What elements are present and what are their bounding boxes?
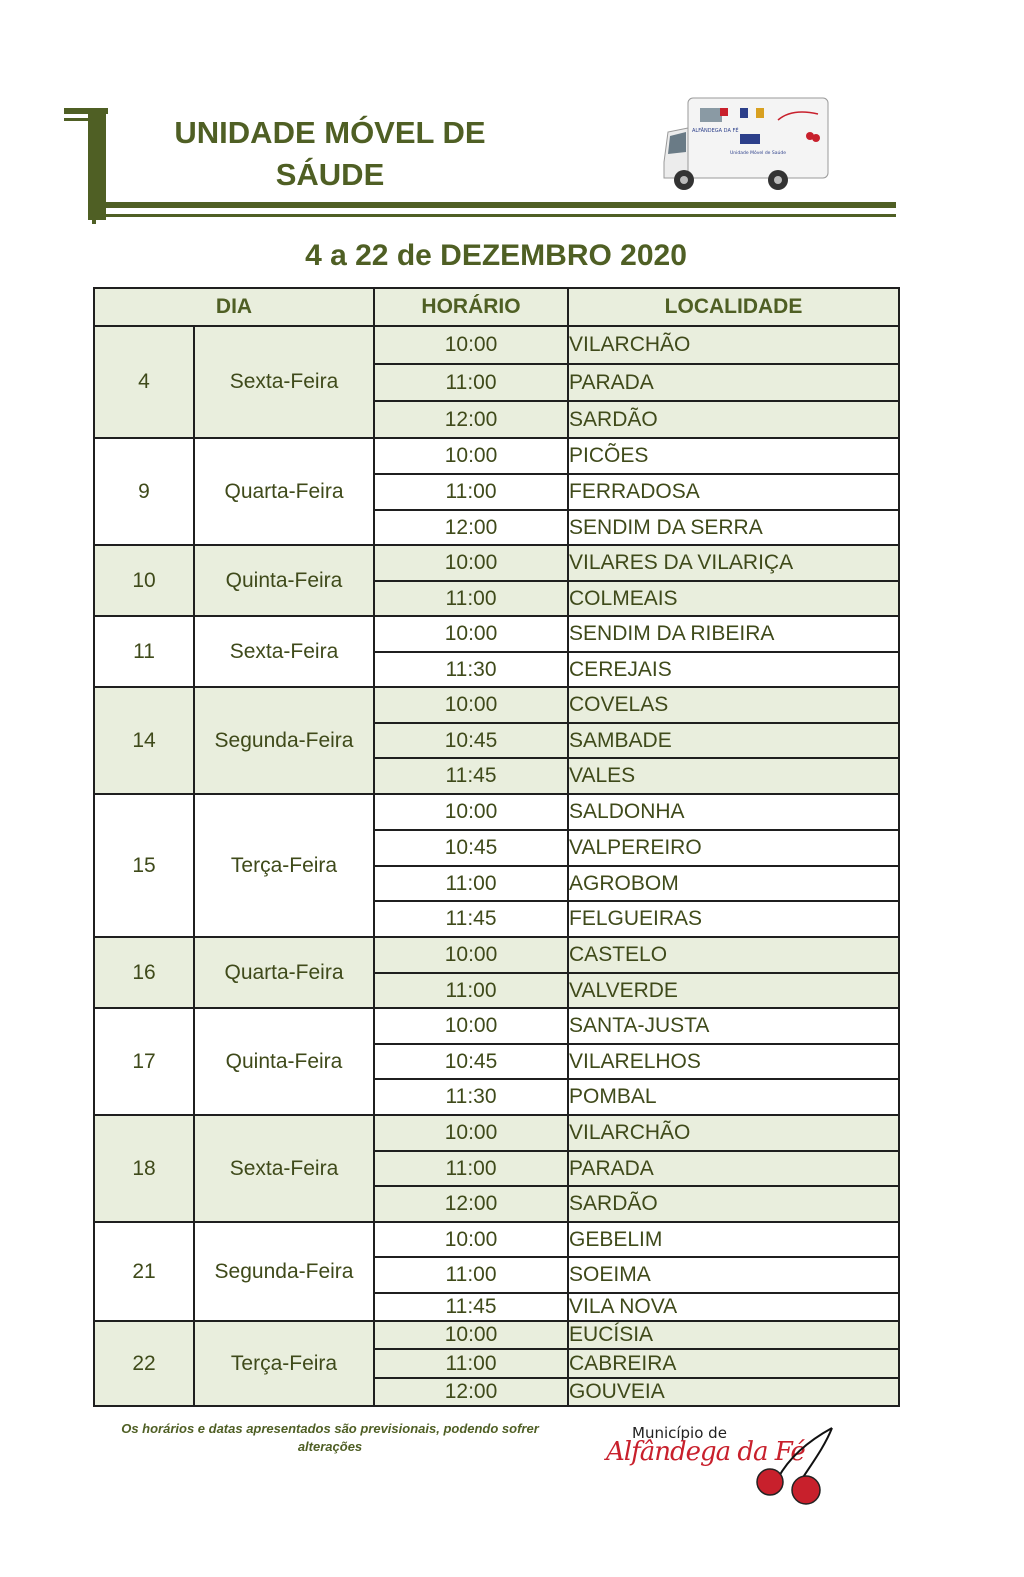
locality-cell: SENDIM DA SERRA: [568, 510, 899, 545]
locality-cell: SOEIMA: [568, 1257, 899, 1293]
day-number-cell: 9: [94, 438, 194, 545]
mobile-health-van-image: [660, 92, 832, 192]
time-cell: 11:00: [374, 364, 568, 401]
page-title: [150, 112, 510, 196]
locality-cell: SAMBADE: [568, 723, 899, 758]
weekday-cell: Quarta-Feira: [194, 438, 374, 545]
time-cell: 11:00: [374, 1349, 568, 1378]
table-row: [94, 1115, 899, 1151]
table-row: [94, 1222, 899, 1257]
locality-cell: SENDIM DA RIBEIRA: [568, 616, 899, 652]
time-cell: 10:00: [374, 937, 568, 973]
weekday-cell: Quinta-Feira: [194, 545, 374, 616]
table-row: [94, 438, 899, 474]
time-cell: 11:00: [374, 474, 568, 510]
table-row: [94, 687, 899, 723]
time-cell: 10:00: [374, 1008, 568, 1044]
table-row: [94, 794, 899, 830]
table-header-row: [94, 288, 899, 326]
time-cell: 10:00: [374, 1115, 568, 1151]
van-side-text: ALFÂNDEGA DA FÉ: [692, 128, 739, 134]
day-number-cell: 11: [94, 616, 194, 687]
locality-cell: VALPEREIRO: [568, 830, 899, 866]
locality-cell: SARDÃO: [568, 401, 899, 438]
locality-cell: COLMEAIS: [568, 581, 899, 616]
day-number-cell: 16: [94, 937, 194, 1008]
locality-cell: EUCÍSIA: [568, 1321, 899, 1349]
locality-cell: CEREJAIS: [568, 652, 899, 687]
weekday-cell: Terça-Feira: [194, 1321, 374, 1406]
weekday-cell: Segunda-Feira: [194, 1222, 374, 1321]
time-cell: 10:00: [374, 1222, 568, 1257]
table-row: [94, 937, 899, 973]
day-number-cell: 17: [94, 1008, 194, 1115]
table-row: [94, 326, 899, 364]
locality-cell: VILA NOVA: [568, 1293, 899, 1321]
municipality-logo: [600, 1420, 850, 1506]
weekday-cell: Quinta-Feira: [194, 1008, 374, 1115]
locality-cell: VILARELHOS: [568, 1044, 899, 1079]
day-number-cell: 15: [94, 794, 194, 937]
table-row: [94, 616, 899, 652]
day-number-cell: 18: [94, 1115, 194, 1222]
van-badge-text: Unidade Móvel de Saúde: [730, 151, 786, 156]
time-cell: 11:45: [374, 901, 568, 937]
locality-cell: FELGUEIRAS: [568, 901, 899, 937]
time-cell: 11:45: [374, 1293, 568, 1321]
time-cell: 11:30: [374, 1079, 568, 1115]
time-cell: 10:45: [374, 1044, 568, 1079]
header-dia: DIA: [94, 288, 374, 326]
time-cell: 11:45: [374, 758, 568, 794]
locality-cell: COVELAS: [568, 687, 899, 723]
time-cell: 10:00: [374, 794, 568, 830]
weekday-cell: Sexta-Feira: [194, 616, 374, 687]
date-range-subtitle: 4 a 22 de DEZEMBRO 2020: [305, 239, 687, 272]
locality-cell: SARDÃO: [568, 1186, 899, 1222]
time-cell: 10:00: [374, 438, 568, 474]
weekday-cell: Terça-Feira: [194, 794, 374, 937]
time-cell: 10:45: [374, 723, 568, 758]
time-cell: 12:00: [374, 510, 568, 545]
locality-cell: PICÕES: [568, 438, 899, 474]
title-line-1: UNIDADE MÓVEL DE: [174, 115, 486, 150]
locality-cell: PARADA: [568, 1151, 899, 1186]
time-cell: 10:00: [374, 326, 568, 364]
logo-municipio-text: Município de: [632, 1424, 727, 1442]
locality-cell: CABREIRA: [568, 1349, 899, 1378]
locality-cell: VILARCHÃO: [568, 1115, 899, 1151]
locality-cell: VILARCHÃO: [568, 326, 899, 364]
schedule-table: [93, 287, 900, 1407]
time-cell: 11:00: [374, 1257, 568, 1293]
locality-cell: SANTA-JUSTA: [568, 1008, 899, 1044]
time-cell: 11:00: [374, 581, 568, 616]
day-number-cell: 14: [94, 687, 194, 794]
locality-cell: VALES: [568, 758, 899, 794]
day-number-cell: 4: [94, 326, 194, 438]
table-row: [94, 545, 899, 581]
logo-script-text: Alfândega da Fé: [606, 1437, 805, 1467]
day-number-cell: 21: [94, 1222, 194, 1321]
time-cell: 10:00: [374, 545, 568, 581]
locality-cell: PARADA: [568, 364, 899, 401]
table-row: [94, 1321, 899, 1349]
locality-cell: POMBAL: [568, 1079, 899, 1115]
header-localidade: LOCALIDADE: [568, 288, 899, 326]
locality-cell: VALVERDE: [568, 973, 899, 1008]
time-cell: 11:00: [374, 866, 568, 901]
weekday-cell: Quarta-Feira: [194, 937, 374, 1008]
time-cell: 10:00: [374, 687, 568, 723]
time-cell: 10:00: [374, 1321, 568, 1349]
locality-cell: CASTELO: [568, 937, 899, 973]
weekday-cell: Sexta-Feira: [194, 326, 374, 438]
day-number-cell: 10: [94, 545, 194, 616]
time-cell: 11:00: [374, 1151, 568, 1186]
locality-cell: SALDONHA: [568, 794, 899, 830]
locality-cell: GEBELIM: [568, 1222, 899, 1257]
locality-cell: GOUVEIA: [568, 1378, 899, 1406]
time-cell: 10:45: [374, 830, 568, 866]
weekday-cell: Segunda-Feira: [194, 687, 374, 794]
time-cell: 11:30: [374, 652, 568, 687]
locality-cell: AGROBOM: [568, 866, 899, 901]
title-line-2: SÁUDE: [275, 157, 385, 192]
weekday-cell: Sexta-Feira: [194, 1115, 374, 1222]
locality-cell: VILARES DA VILARIÇA: [568, 545, 899, 581]
cherry-icon: [600, 1420, 850, 1506]
table-row: [94, 1008, 899, 1044]
time-cell: 12:00: [374, 1186, 568, 1222]
header-horario: HORÁRIO: [374, 288, 568, 326]
time-cell: 12:00: [374, 1378, 568, 1406]
day-number-cell: 22: [94, 1321, 194, 1406]
disclaimer-footnote: Os horários e datas apresentados são previsionais, podendo sofrer alterações: [121, 1421, 539, 1454]
time-cell: 12:00: [374, 401, 568, 438]
locality-cell: FERRADOSA: [568, 474, 899, 510]
time-cell: 10:00: [374, 616, 568, 652]
time-cell: 11:00: [374, 973, 568, 1008]
